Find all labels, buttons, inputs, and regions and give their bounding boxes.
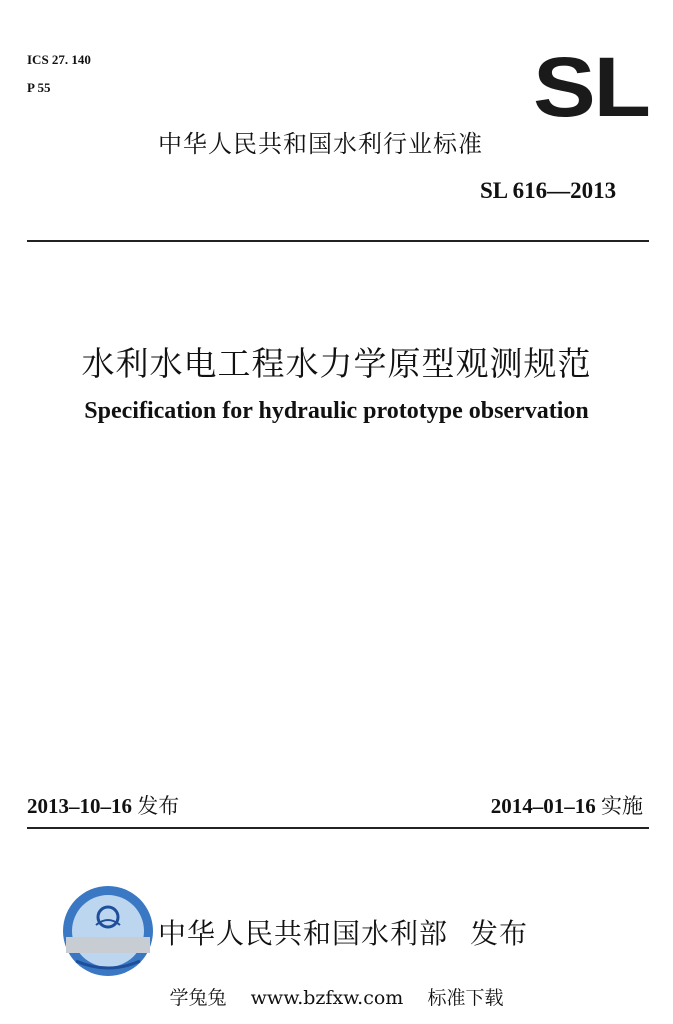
issue-date-label: 发布 — [137, 794, 180, 818]
implement-date — [491, 790, 643, 820]
title-chinese: 水利水电工程水力学原型观测规范 — [81, 344, 592, 383]
publisher-seal-icon — [62, 885, 154, 977]
top-divider — [27, 240, 649, 242]
standard-type: 中华人民共和国水利行业标准 — [158, 130, 483, 158]
bottom-divider — [27, 827, 649, 829]
publisher — [158, 912, 528, 952]
sl-logo: SL — [533, 40, 649, 134]
ics-code: ICS 27. 140 — [27, 52, 91, 67]
footer-site-tag: 标准下载 — [427, 987, 504, 1009]
issue-date-value: 2013–10–16 — [27, 794, 132, 818]
issue-date — [27, 790, 179, 820]
standard-number: SL 616—2013 — [480, 178, 617, 203]
footer-site-name: 学兔兔 — [169, 987, 227, 1009]
title-english: Specification for hydraulic prototype observation — [84, 398, 589, 424]
implement-date-label: 实施 — [601, 794, 643, 818]
footer-site-url[interactable]: www.bzfxw.com — [250, 987, 404, 1009]
implement-date-value: 2014–01–16 — [490, 794, 596, 818]
publisher-name: 中华人民共和国水利部 — [158, 917, 449, 950]
p-code: P 55 — [27, 80, 51, 95]
footer-watermark — [0, 983, 673, 1010]
publisher-label: 发布 — [470, 917, 529, 950]
